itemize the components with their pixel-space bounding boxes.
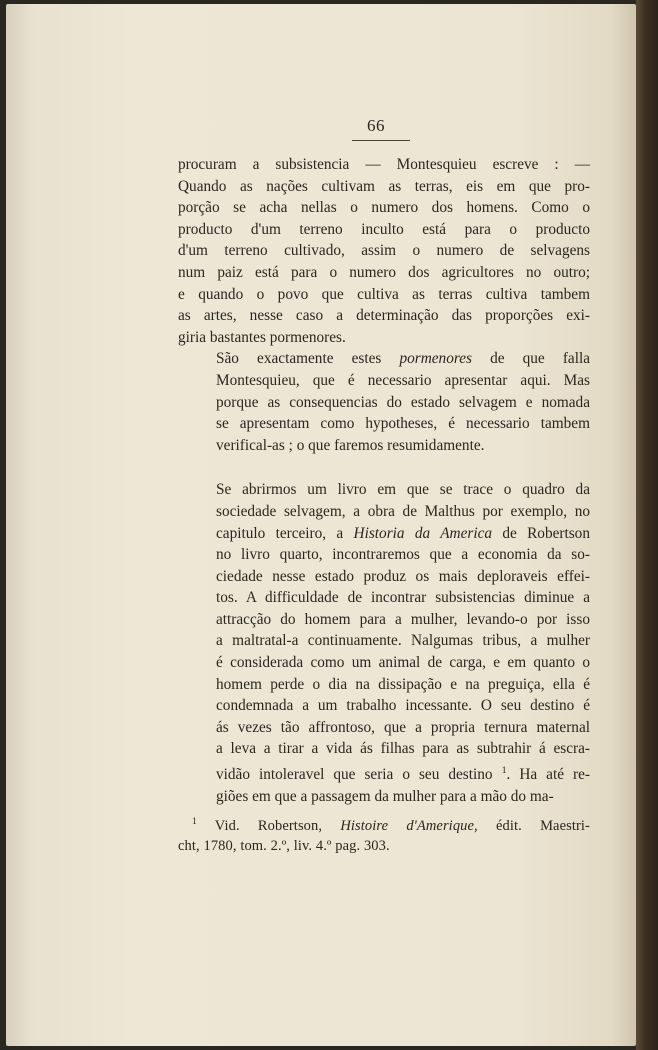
text-line: e quando o povo que cultiva as terras cultiva tambem <box>178 285 590 303</box>
text-line: producto d'um terreno inculto está para o producto <box>178 220 590 238</box>
text-line <box>178 786 590 808</box>
text-run: cht, 1780, tom. 2.º, liv. 4.º pag. 303. <box>178 838 390 855</box>
text-run: a leva a tirar a vida ás filhas para as subtrahir á escra- <box>216 740 590 758</box>
text-line <box>178 587 590 609</box>
text-run: giões em que a passagem da mulher para a mão do ma- <box>216 787 554 805</box>
text-line: num paiz está para o numero dos agricultores no outro; <box>178 263 590 281</box>
text-run: 1 <box>501 765 507 777</box>
text-line <box>178 630 590 652</box>
text-line <box>178 435 590 457</box>
book-binding <box>636 0 658 1050</box>
text-line: giria bastantes pormenores. <box>178 328 346 346</box>
text-line: Quando as nações cultivam as terras, eis em que pro- <box>178 177 590 195</box>
text-run: pormenores <box>399 350 472 368</box>
text-run: 1 <box>192 817 197 827</box>
text-run: é considerada como um animal de carga, e em quanto o <box>216 654 590 672</box>
text-run: édit. Maestri- <box>477 817 590 834</box>
page-number: 66 <box>367 116 385 135</box>
text-run: verifical-as ; o que faremos resumidamente. <box>216 436 485 454</box>
text-run: ciedade nesse estado produz os mais deploraveis effei- <box>216 567 590 585</box>
text-run: porque as consequencias do estado selvagem e nomada <box>216 393 590 411</box>
paragraph-1 <box>178 154 590 348</box>
text-run: tos. A difficuldade de incontrar subsistencias diminue a <box>216 589 590 607</box>
text-run: de Robertson <box>492 524 590 542</box>
text-line <box>178 392 590 414</box>
text-run: no livro quarto, incontraremos que a economia da so- <box>216 546 590 564</box>
text-line <box>178 370 590 392</box>
text-run: . Ha até re- <box>506 766 590 784</box>
text-line <box>178 674 590 696</box>
text-run: Histoire d'Amerique, <box>340 817 478 834</box>
text-line: as artes, nesse caso a determinação das proporções exi- <box>178 307 590 325</box>
text-run: attracção do homem para a mulher, levando-o por isso <box>216 610 590 628</box>
text-line <box>178 348 590 370</box>
text-line <box>178 717 590 739</box>
text-line <box>178 413 590 435</box>
text-run: Vid. Robertson, <box>196 817 341 834</box>
text-run: vidão intoleravel que seria o seu destino <box>216 766 502 784</box>
body-text <box>178 154 590 807</box>
text-run: homem perde o dia na dissipação e na preguiça, ella é <box>216 675 590 693</box>
text-run: capitulo terceiro, a <box>216 524 354 542</box>
footnote <box>178 812 590 857</box>
text-run: Historia da America <box>353 524 493 542</box>
text-run: Se abrirmos um livro em que se trace o quadro da <box>216 481 590 499</box>
text-line <box>178 544 590 566</box>
text-line <box>178 501 590 523</box>
text-line <box>178 566 590 588</box>
paragraph-gap <box>178 456 590 479</box>
text-run: de que falla <box>471 350 590 368</box>
text-line <box>178 738 590 760</box>
paragraph-2 <box>178 348 590 456</box>
text-run: ás vezes tão affrontoso, que a propria ternura maternal <box>216 718 590 736</box>
text-run: a maltratal-a continuamente. Nalgumas tribus, a mulher <box>216 632 590 650</box>
text-line <box>178 760 590 786</box>
text-line: d'um terreno cultivado, assim o numero de selvagens <box>178 242 590 260</box>
text-run: Montesquieu, que é necessario apresentar aqui. Mas <box>216 371 590 389</box>
text-line: procuram a subsistencia — Montesquieu escreve : — <box>178 156 590 173</box>
text-line: porção se acha nellas o numero dos homens. Como o <box>178 199 590 217</box>
paragraph-3 <box>178 479 590 807</box>
text-line <box>178 836 590 857</box>
text-line <box>178 479 590 501</box>
text-line <box>178 609 590 631</box>
text-run: condemnada a um trabalho incessante. O seu destino é <box>216 697 590 715</box>
text-line <box>178 695 590 717</box>
text-run: se apresentam como hypotheses, é necessario tambem <box>216 415 590 433</box>
text-line <box>178 523 590 545</box>
text-run: sociedade selvagem, a obra de Malthus por exemplo, no <box>216 502 590 520</box>
text-line <box>178 812 590 836</box>
page-number-rule <box>352 140 410 141</box>
text-run: São exactamente estes <box>216 350 400 368</box>
text-line <box>178 652 590 674</box>
book-page <box>6 4 636 1046</box>
